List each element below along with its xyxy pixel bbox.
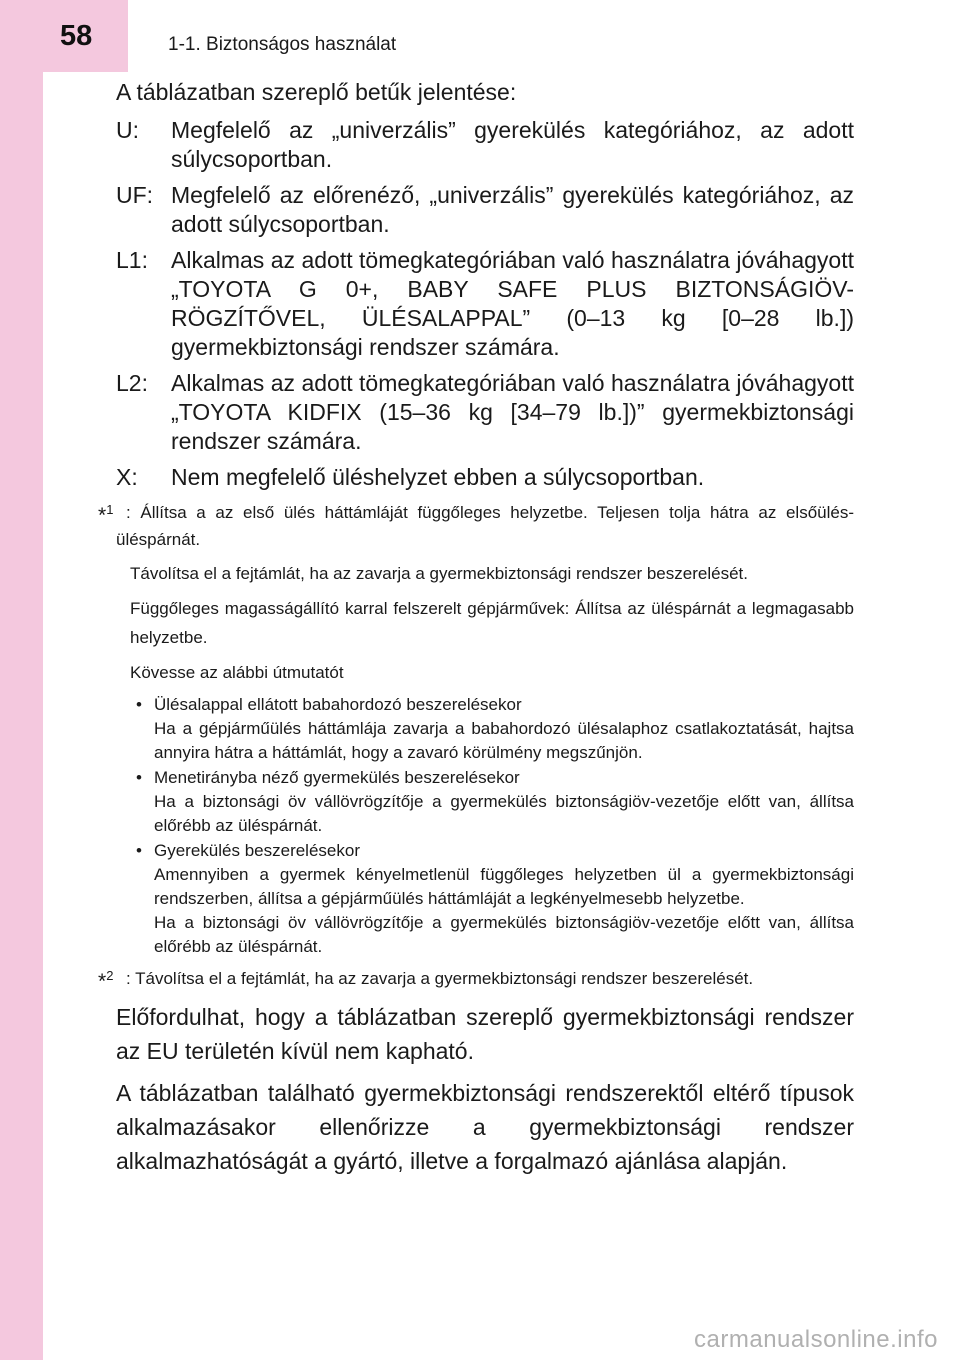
footnote-text: : Állítsa a az első ülés háttámláját függőleges helyzetbe. Teljesen tolja hátra az elsőülés-üléspárnát. bbox=[116, 503, 854, 549]
list-item-body: Ha a biztonsági öv vállövrögzítője a gyermekülés biztonságiöv-vezetője előtt van, állítsa előrébb az üléspárnát. bbox=[154, 913, 854, 956]
list-item-body: Amennyiben a gyermek kényelmetlenül függőleges helyzetben ül a gyermekbiztonsági rendszerben, állítsa a gépjárműülés háttámláját a legkényelmesebb helyzetbe. bbox=[154, 865, 854, 908]
footnote-paragraph: Függőleges magasságállító karral felszerelt gépjárművek: Állítsa az üléspárnát a legmagasabb helyzetbe. bbox=[130, 599, 854, 647]
footnote-2 bbox=[98, 965, 854, 993]
definition-key: U: bbox=[116, 117, 139, 143]
list-item-title: Menetirányba néző gyermekülés beszerelésekor bbox=[154, 768, 520, 787]
footnote-paragraph: Kövesse az alábbi útmutatót bbox=[130, 663, 344, 682]
page-content bbox=[98, 76, 854, 1186]
definition-text: Alkalmas az adott tömegkategóriában való használatra jóváhagyott „TOYOTA KIDFIX (15–36 kg [34–79 lb.])” gyermekbiztonsági rendszer számára. bbox=[171, 370, 854, 454]
definition-text: Megfelelő az előrenéző, „univerzális” gyerekülés kategóriához, az adott súlycsoportban. bbox=[171, 182, 854, 237]
page-number: 58 bbox=[60, 20, 93, 52]
closing-paragraph: A táblázatban található gyermekbiztonsági rendszerektől eltérő típusok alkalmazásakor ellenőrizze a gyermekbiztonsági rendszer alkalmazhatóságát a gyártó, illetve a forgalmazó ajánlása alapján. bbox=[116, 1080, 854, 1174]
list-item bbox=[130, 766, 854, 838]
definition-key: UF: bbox=[116, 182, 154, 208]
list-item-title: Gyerekülés beszerelésekor bbox=[154, 841, 360, 860]
definitions-list bbox=[116, 116, 854, 492]
footnote-1 bbox=[98, 499, 854, 553]
section-title: 1-1. Biztonságos használat bbox=[168, 34, 397, 55]
bullet-icon: • bbox=[136, 768, 142, 787]
definition-x bbox=[116, 463, 854, 492]
left-color-strip bbox=[0, 0, 43, 1360]
definition-text: Alkalmas az adott tömegkategóriában való használatra jóváhagyott „TOYOTA G 0+, BABY SAFE PLUS BIZTONSÁGIÖV-RÖGZÍTŐVEL, ÜLÉSALAPPAL” (0–13 kg [0–28 lb.]) gyermekbiztonsági rendszer számára. bbox=[171, 247, 854, 360]
intro-heading: A táblázatban szereplő betűk jelentése: bbox=[116, 79, 517, 105]
definition-uf bbox=[116, 181, 854, 239]
definition-l2 bbox=[116, 369, 854, 456]
list-item-body: Ha a gépjárműülés háttámlája zavarja a babahordozó ülésalaphoz csatlakoztatását, hajtsa annyira hátra a háttámlát, hogy a zavaró körülmény megszűnjön. bbox=[154, 719, 854, 762]
footnote-marker: *$^2$ bbox=[98, 968, 114, 993]
closing-paragraph: Előfordulhat, hogy a táblázatban szereplő gyermekbiztonsági rendszer az EU területén kívül nem kapható. bbox=[116, 1004, 854, 1064]
definition-text: Megfelelő az „univerzális” gyerekülés kategóriához, az adott súlycsoportban. bbox=[171, 117, 854, 172]
page-number-tab bbox=[0, 0, 128, 72]
list-item bbox=[130, 693, 854, 765]
list-item-body: Ha a biztonsági öv vállövrögzítője a gyermekülés biztonságiöv-vezetője előtt van, állítsa előrébb az üléspárnát. bbox=[154, 792, 854, 835]
definition-u bbox=[116, 116, 854, 174]
definition-key: L1: bbox=[116, 247, 148, 273]
bullet-icon: • bbox=[136, 695, 142, 714]
instruction-list bbox=[130, 693, 854, 959]
definition-key: X: bbox=[116, 464, 138, 490]
definition-l1 bbox=[116, 246, 854, 362]
footnote-marker: *$^1$ bbox=[98, 502, 114, 527]
watermark: carmanualsonline.info bbox=[694, 1326, 938, 1353]
footnote-paragraph: Távolítsa el a fejtámlát, ha az zavarja a gyermekbiztonsági rendszer beszerelését. bbox=[130, 564, 748, 583]
definition-text: Nem megfelelő üléshelyzet ebben a súlycsoportban. bbox=[171, 464, 705, 490]
definition-key: L2: bbox=[116, 370, 148, 396]
footnote-text: : Távolítsa el a fejtámlát, ha az zavarja a gyermekbiztonsági rendszer beszerelését. bbox=[126, 969, 754, 988]
bullet-icon: • bbox=[136, 841, 142, 860]
list-item-title: Ülésalappal ellátott babahordozó beszerelésekor bbox=[154, 695, 522, 714]
list-item bbox=[130, 839, 854, 959]
